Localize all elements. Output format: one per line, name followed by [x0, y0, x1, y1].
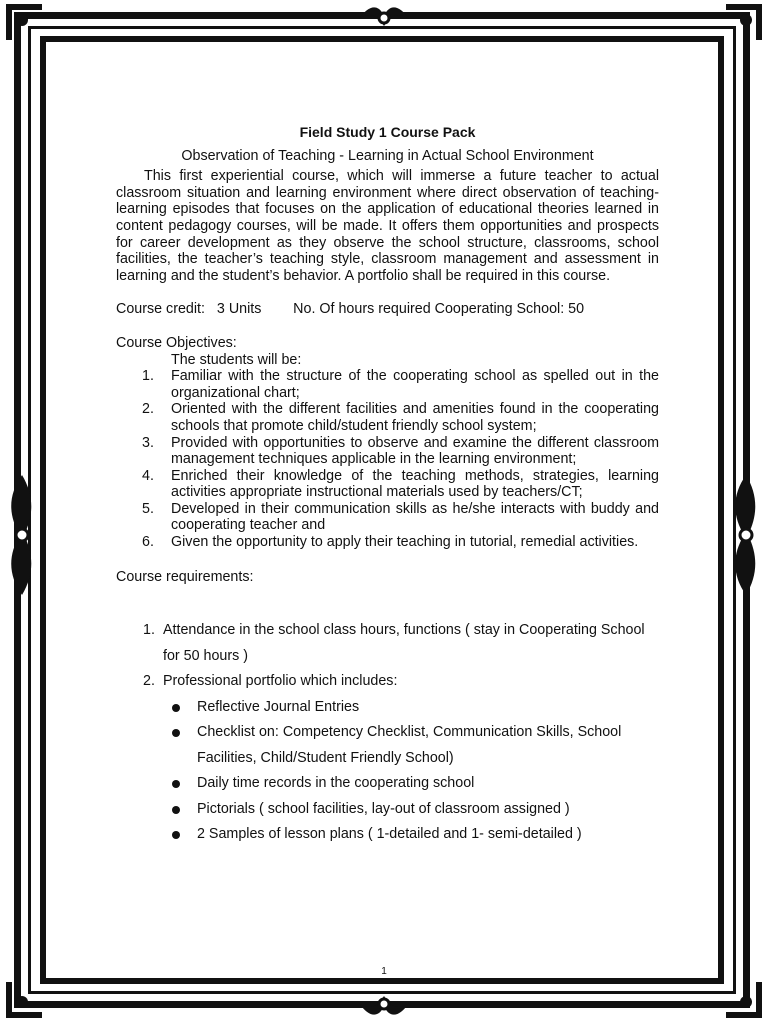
portfolio-item-text: 2 Samples of lesson plans ( 1-detailed and 1- semi-detailed ) [197, 826, 582, 843]
objective-item [142, 500, 659, 534]
objective-text: Familiar with the structure of the cooperating school as spelled out in the organizational chart; [171, 368, 659, 401]
portfolio-item-text: Checklist on: Competency Checklist, Communication Skills, School Facilities, Child/Student Friendly School) [197, 724, 622, 766]
requirement-number: 1. [143, 622, 155, 639]
students-intro-line: The students will be: [171, 351, 302, 368]
requirements-heading: Course requirements: [116, 568, 254, 585]
objective-text: Enriched their knowledge of the teaching methods, strategies, learning activities appropriate instructional materials used by teachers/CT; [171, 467, 659, 501]
portfolio-item [197, 720, 659, 771]
objective-text: Oriented with the different facilities and amenities found in the cooperating schools that promote child/student friendly school system; [171, 401, 659, 434]
objective-number: 3. [142, 434, 154, 451]
portfolio-item-text: Reflective Journal Entries [197, 698, 360, 715]
objective-number: 6. [142, 534, 154, 551]
objective-item [142, 434, 659, 468]
bullet-icon [172, 831, 180, 839]
top-left-corner-ornament-icon [2, 0, 46, 44]
objective-number: 5. [142, 500, 154, 517]
objective-item [142, 401, 659, 434]
bullet-icon [172, 806, 180, 814]
document-title: Field Study 1 Course Pack [299, 124, 476, 140]
document-subtitle: Observation of Teaching - Learning in Actual School Environment [181, 147, 594, 164]
objective-text: Developed in their communication skills as he/she interacts with buddy and cooperating teacher and [171, 500, 659, 534]
objectives-list [116, 368, 659, 551]
intro-paragraph: This first experiential course, which will immerse a future teacher to actual classroom situation and learning environment where direct observation of teaching-learning episodes that focuses on the application of educational theories learned in content pedagogy courses, will be made. It offers them opportunities and prospects for career development as they observe the school structure, classrooms, school facilities, the teacher’s teaching style, classroom management and assessment in learning and the student’s behavior. A portfolio shall be required in this course. [116, 168, 659, 284]
right-center-ornament-icon [728, 470, 764, 600]
requirement-text: Attendance in the school class hours, functions ( stay in Cooperating School for 50 hours ) [163, 622, 645, 664]
page-content [116, 124, 659, 848]
portfolio-item-text: Pictorials ( school facilities, lay-out of classroom assigned ) [197, 800, 570, 817]
course-credit-line: Course credit: 3 Units No. Of hours required Cooperating School: 50 [116, 301, 585, 318]
requirement-item [143, 618, 659, 669]
objective-number: 2. [142, 401, 154, 418]
page-number: 1 [381, 966, 387, 977]
requirement-number: 2. [143, 673, 155, 690]
objective-item [142, 534, 659, 551]
objective-number: 4. [142, 467, 154, 484]
portfolio-item [197, 771, 659, 797]
requirement-item [143, 669, 659, 695]
portfolio-items-list [143, 695, 659, 848]
objective-item [142, 467, 659, 501]
portfolio-item [197, 822, 659, 848]
bullet-icon [172, 729, 180, 737]
left-center-ornament-icon [4, 470, 40, 600]
portfolio-item [197, 797, 659, 823]
bottom-center-ornament-icon [354, 988, 414, 1018]
portfolio-item [197, 695, 659, 721]
top-center-ornament-icon [354, 4, 414, 34]
top-right-corner-ornament-icon [722, 0, 766, 44]
portfolio-item-text: Daily time records in the cooperating school [197, 775, 475, 792]
bullet-icon [172, 704, 180, 712]
requirement-text: Professional portfolio which includes: [163, 673, 398, 690]
objective-number: 1. [142, 368, 154, 385]
objectives-heading: Course Objectives: [116, 334, 237, 351]
objective-item [142, 368, 659, 401]
requirements-list [116, 618, 659, 848]
objective-text: Given the opportunity to apply their teaching in tutorial, remedial activities. [171, 534, 639, 551]
bottom-left-corner-ornament-icon [2, 978, 46, 1022]
objective-text: Provided with opportunities to observe and examine the different classroom management techniques applicable in the learning environment; [171, 434, 659, 468]
bottom-right-corner-ornament-icon [722, 978, 766, 1022]
bullet-icon [172, 780, 180, 788]
